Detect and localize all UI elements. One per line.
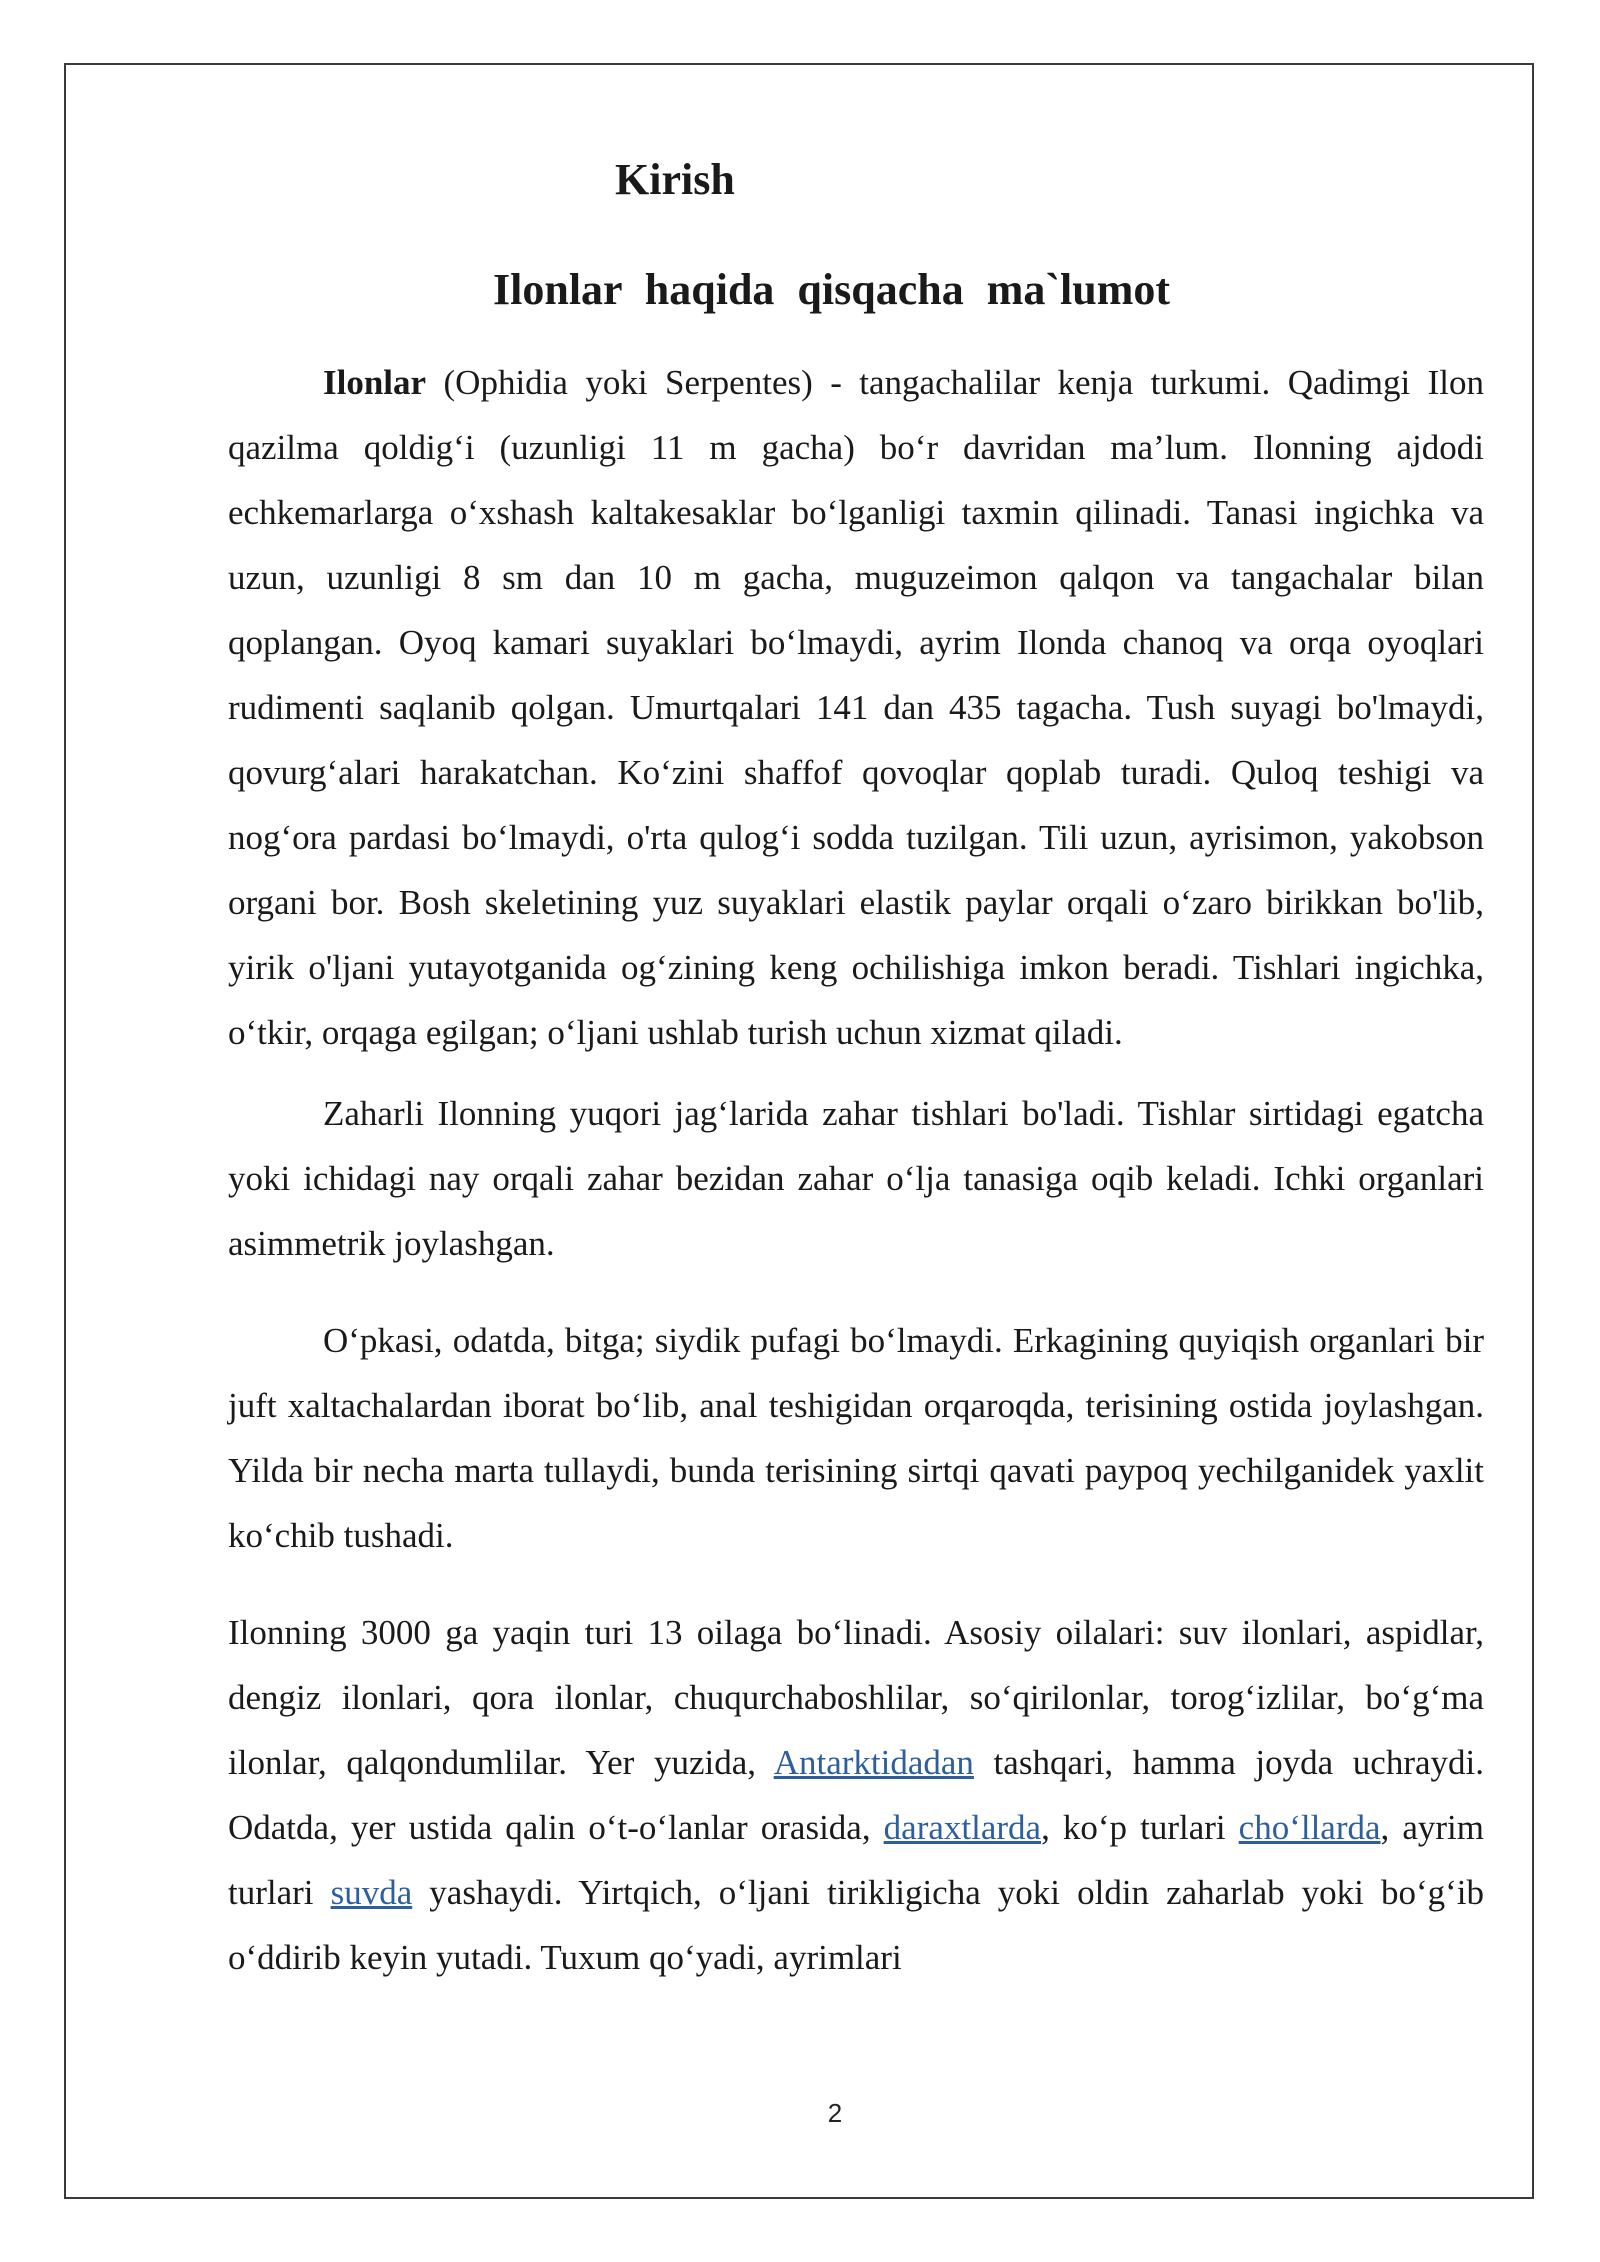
page-title: Kirish	[615, 155, 735, 204]
page-number: 2	[827, 2098, 843, 2128]
paragraph-anatomy: O‘pkasi, odatda, bitga; siydik pufagi bo‘lmaydi. Erkagining quyiqish organlari bir juft xaltachalardan iborat bo‘lib, anal teshigidan orqaroqda, terisining ostida joylashgan. Yilda bir necha marta tullaydi, bunda terisining sirtqi qavati paypoq yechilganidek yaxlit ko‘chib tushadi.	[228, 1321, 1484, 1555]
link-suvda[interactable]: suvda	[330, 1873, 413, 1912]
species-text-5: yashaydi. Yirtqich, o‘ljani tirikligicha yoki oldin zaharlab yoki bo‘g‘ib o‘ddirib keyin yutadi. Tuxum qo‘yadi, ayrimlari	[228, 1873, 1485, 1977]
paragraph-intro	[228, 350, 1484, 1065]
species-text-3: , ko‘p turlari	[1041, 1808, 1239, 1847]
section-heading: Ilonlar haqida qisqacha ma`lumot	[493, 265, 1171, 314]
paragraph-lead-term: Ilonlar	[323, 363, 427, 402]
species-text-2: tashqari, hamma joyda uchraydi. Odatda, yer ustida qalin o‘t-o‘lanlar orasida,	[228, 1743, 1484, 1847]
document-body	[228, 140, 1484, 1990]
paragraph-venom: Zaharli Ilonning yuqori jag‘larida zahar tishlari bo'ladi. Tishlar sirtidagi egatcha yoki ichidagi nay orqali zahar bezidan zahar o‘lja tanasiga oqib keladi. Ichki organlari asimmetrik joylashgan.	[228, 1094, 1484, 1263]
paragraph-intro-text: (Ophidia yoki Serpentes) - tangachalilar kenja turkumi. Qadimgi Ilon qazilma qoldig‘i (uzunligi 11 m gacha) bo‘r davridan ma’lum. Ilonning ajdodi echkemarlarga o‘xshash kaltakesaklar bo‘lganligi taxmin qilinadi. Tanasi ingichka va uzun, uzunligi 8 sm dan 10 m gacha, muguzeimon qalqon va tangachalar bilan qoplangan. Oyoq kamari suyaklari bo‘lmaydi, ayrim Ilonda chanoq va orqa oyoqlari rudimenti saqlanib qolgan. Umurtqalari 141 dan 435 tagacha. Tush suyagi bo'lmaydi, qovurg‘alari harakatchan. Ko‘zini shaffof qovoqlar qoplab turadi. Quloq teshigi va nog‘ora pardasi bo‘lmaydi, o'rta qulog‘i sodda tuzilgan. Tili uzun, ayrisimon, yakobson organi bor. Bosh skeletining yuz suyaklari elastik paylar orqali o‘zaro birikkan bo'lib, yirik o'ljani yutayotganida og‘zining keng ochilishiga imkon beradi. Tishlari ingichka, o‘tkir, orqaga egilgan; o‘ljani ushlab turish uchun xizmat qiladi.	[228, 363, 1484, 1052]
link-antarktidadan[interactable]: Antarktidadan	[773, 1743, 974, 1782]
link-daraxtlarda[interactable]: daraxtlarda	[883, 1808, 1042, 1847]
species-text-4: , ayrim turlari	[228, 1808, 1484, 1912]
paragraph-species	[228, 1600, 1484, 1990]
species-text-1: Ilonning 3000 ga yaqin turi 13 oilaga bo‘linadi. Asosiy oilalari: suv ilonlari, aspidlar, dengiz ilonlari, qora ilonlar, chuqurchaboshlilar, so‘qirilonlar, torog‘izlilar, bo‘g‘ma ilonlar, qalqondumlilar. Yer yuzida,	[228, 1613, 1484, 1782]
link-chollarda[interactable]: cho‘llarda	[1238, 1808, 1381, 1847]
